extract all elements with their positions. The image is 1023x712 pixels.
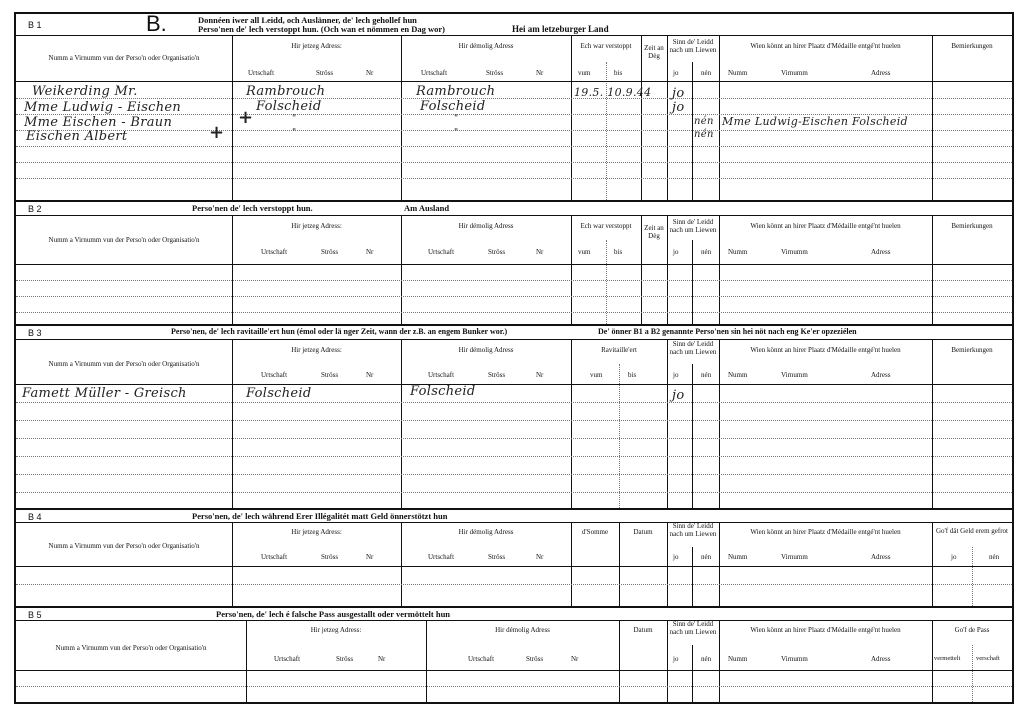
sub-yes: jo (673, 553, 679, 561)
section-b2-header (16, 202, 1012, 216)
section-title-right: Am Ausland (404, 203, 450, 213)
hw-former-1: Rambrouch (416, 84, 496, 99)
deceased-cross: + (209, 122, 225, 143)
section-title: Perso'nen, de' lech é falsche Pass ausgestallt oder vermöttelt hun (216, 609, 451, 619)
sub-no: nén (701, 655, 712, 663)
col-alive: Sinn de' Leidd nach um Liewen (669, 218, 717, 234)
sub-from: vum (578, 248, 591, 256)
section-title: Perso'nen de' lech verstoppt hun. (192, 203, 313, 213)
section-title: Perso'nen, de' lech während Erer Illégalitét matt Geld önnerstötzt hun (192, 511, 448, 521)
sub-name: Numm (728, 69, 748, 77)
col-alive: Sinn de' Leidd nach um Liewen (669, 522, 717, 538)
sub-address: Adress (871, 69, 891, 77)
sub-no: nén (701, 248, 712, 256)
hw-former-1: Folscheid (410, 384, 476, 399)
sub-town: Urtschaft (428, 371, 455, 379)
col-hidden: Ech war verstoppt (580, 42, 632, 50)
sub-street: Ströss (321, 371, 339, 379)
col-former-address: Hir démolig Adress (458, 222, 514, 230)
sub-first: Virnumm (781, 655, 808, 663)
section-id: B 4 (28, 512, 42, 522)
sub-to: bis (614, 69, 623, 77)
hw-alive-no-2: nén (694, 129, 714, 140)
col-time: Zeit an Dèg (644, 224, 664, 240)
sub-nr: Nr (378, 655, 386, 663)
section-b4-header (16, 510, 1012, 523)
sub-street: Ströss (321, 553, 339, 561)
sub-nr: Nr (366, 69, 374, 77)
col-person: Numm a Virnumm vun der Perso'n oder Organisatio'n (55, 644, 207, 652)
col-alive: Sinn de' Leidd nach um Liewen (669, 620, 717, 636)
col-former-address: Hir démolig Adress (458, 528, 514, 536)
section-b2 (14, 202, 1014, 326)
sub-mediated: verschaft (976, 655, 1000, 662)
col-former-address: Hir démolig Adress (458, 346, 514, 354)
sub-street: Ströss (488, 248, 506, 256)
hw-person-4: Eischen Albert (26, 129, 128, 144)
hw-person-3: Mme Eischen - Braun (24, 115, 173, 130)
sub-from: vum (590, 371, 603, 379)
sub-town: Urtschaft (428, 248, 455, 256)
col-remarks: Bemierkungen (951, 42, 993, 50)
col-person: Numm a Virnumm vun der Perso'n oder Organisatio'n (48, 236, 200, 244)
col-current-address: Hir jetzeg Adress: (291, 528, 342, 536)
section-b5 (14, 608, 1014, 704)
col-current-address: Hir jetzeg Adress: (291, 222, 342, 230)
sub-nr: Nr (536, 553, 544, 561)
sub-street: Ströss (321, 248, 339, 256)
sub-no: nén (701, 553, 712, 561)
section-b5-header (16, 608, 1012, 621)
section-id: B 5 (28, 610, 42, 620)
sub-name: Numm (728, 248, 748, 256)
col-alive: Sinn de' Leidd nach um Liewen (669, 38, 717, 54)
col-hidden: Ech war verstoppt (580, 222, 632, 230)
hw-person-1: Weikerding Mr. (32, 84, 138, 99)
hw-former-2: Folscheid (420, 99, 486, 114)
col-person: Numm a Virnumm vun der Perso'n oder Organisatio'n (48, 54, 200, 62)
col-date: Datum (633, 626, 653, 634)
sub-town: Urtschaft (261, 371, 288, 379)
sub-name: Numm (728, 371, 748, 379)
hw-alive-no-1: nén (694, 116, 714, 127)
col-former-address: Hir démolig Adress (458, 42, 514, 50)
sub-nr: Nr (571, 655, 579, 663)
col-date: Datum (633, 528, 653, 536)
sub-address: Adress (871, 655, 891, 663)
sub-street: Ströss (486, 69, 504, 77)
sub-first: Virnumm (781, 69, 808, 77)
sub-address: Adress (871, 371, 891, 379)
section-id: B 1 (28, 20, 42, 30)
hw-former-4: " (454, 128, 459, 138)
section-title-right: De' önner B1 a B2 genannte Perso'nen sin hei nöt nach eng Ke'er opzeziélen (598, 327, 857, 336)
sub-street: Ströss (316, 69, 334, 77)
sub-yes: jo (673, 248, 679, 256)
col-current-address: Hir jetzeg Adress: (291, 42, 342, 50)
section-letter: B. (146, 11, 167, 36)
sub-nr: Nr (536, 248, 544, 256)
col-medal: Wien könnt an hirer Plaatz d'Médaille entgé'nt huelen (750, 626, 901, 634)
sub-to: bis (628, 371, 637, 379)
col-medal: Wien könnt an hirer Plaatz d'Médaille entgé'nt huelen (750, 346, 901, 354)
section-id: B 3 (28, 328, 42, 338)
col-time: Zeit an Dèg (644, 44, 664, 60)
sub-address: Adress (871, 553, 891, 561)
section-b1-header (16, 11, 1012, 36)
sub-first: Virnumm (781, 248, 808, 256)
hw-alive-yes-1: jo (672, 388, 685, 403)
sub-yes: jo (673, 655, 679, 663)
sub-address: Adress (871, 248, 891, 256)
sub-nr: Nr (536, 69, 544, 77)
sub-town: Urtschaft (261, 248, 288, 256)
sub-town: Urtschaft (421, 69, 448, 77)
section-b3 (14, 326, 1014, 510)
hw-person-2: Mme Ludwig - Eischen (24, 100, 182, 115)
col-former-address: Hir démolig Adress (495, 626, 550, 634)
hw-current-1: Rambrouch (246, 84, 326, 99)
sub-name: Numm (728, 553, 748, 561)
hw-person-1: Famett Müller - Greisch (22, 386, 187, 401)
col-pass: Go'f de Pass (954, 626, 990, 634)
section-title-line1: Donnéen iwer all Leidd, och Auslänner, de' lech gehollef hun (198, 15, 417, 25)
sub-yes: jo (951, 553, 957, 561)
sub-nr: Nr (366, 371, 374, 379)
sub-street: Ströss (526, 655, 544, 663)
col-repaid: Go'f dät Geld erem gefrot (935, 527, 1008, 535)
sub-no: nén (701, 371, 712, 379)
col-sum: d'Somme (581, 528, 609, 536)
hw-alive-yes-1: jo (672, 86, 685, 101)
col-medal: Wien könnt an hirer Plaatz d'Médaille entgé'nt huelen (750, 222, 901, 230)
sub-first: Virnumm (781, 553, 808, 561)
sub-no: nén (989, 553, 1000, 561)
section-b1 (14, 12, 1014, 202)
sub-yes: jo (673, 69, 679, 77)
sub-street: Ströss (336, 655, 354, 663)
sub-town: Urtschaft (468, 655, 495, 663)
sub-no: nén (701, 69, 712, 77)
col-person: Numm a Virnumm vun der Perso'n oder Organisatio'n (48, 542, 200, 550)
hw-current-2: Folscheid (256, 99, 322, 114)
sub-town: Urtschaft (274, 655, 301, 663)
col-person: Numm a Virnumm vun der Perso'n oder Organisatio'n (48, 360, 200, 368)
sub-town: Urtschaft (261, 553, 288, 561)
section-b4 (14, 510, 1014, 608)
registration-form-page (14, 12, 1014, 706)
col-ravitailleert: Ravitaille'ert (601, 346, 637, 354)
col-current-address: Hir jetzeg Adress: (310, 626, 362, 634)
sub-first: Virnumm (781, 371, 808, 379)
sub-nr: Nr (366, 553, 374, 561)
sub-nr: Nr (536, 371, 544, 379)
sub-town: Urtschaft (248, 69, 275, 77)
section-id: B 2 (28, 204, 42, 214)
hw-current-1: Folscheid (246, 386, 312, 401)
sub-from: vum (578, 69, 591, 77)
deceased-cross: + (238, 107, 254, 128)
sub-name: Numm (728, 655, 748, 663)
sub-issued: vermettelt (934, 655, 961, 662)
col-alive: Sinn de' Leidd nach um Liewen (669, 340, 717, 356)
sub-street: Ströss (488, 553, 506, 561)
section-b3-header (16, 326, 1012, 340)
hw-medal: Mme Ludwig-Eischen Folscheid (722, 115, 908, 128)
col-remarks: Bemierkungen (951, 222, 993, 230)
sub-nr: Nr (366, 248, 374, 256)
col-medal: Wien könnt an hirer Plaatz d'Médaille entgé'nt huelen (750, 42, 901, 50)
section-title-line2: Perso'nen de' lech verstoppt hun. (Och wan et nömmen en Dag wor) (198, 24, 445, 34)
sub-street: Ströss (488, 371, 506, 379)
col-medal: Wien könnt an hirer Plaatz d'Médaille entgé'nt huelen (750, 528, 901, 536)
section-title: Perso'nen, de' lech ravitaille'ert hun (émol oder lä nger Zeit, wann der z.B. an engem Bunker wor.) (171, 327, 508, 336)
col-remarks: Bemierkungen (951, 346, 993, 354)
col-current-address: Hir jetzeg Adress: (291, 346, 342, 354)
sub-to: bis (614, 248, 623, 256)
hw-alive-yes-2: jo (672, 100, 685, 115)
hw-former-3: " (454, 114, 459, 124)
hw-current-4: " (292, 128, 297, 138)
section-title-right: Hei am letzeburger Land (512, 24, 609, 34)
hw-dates: 19.5. 10.9.44 (574, 86, 652, 99)
hw-current-3: " (292, 114, 297, 124)
sub-town: Urtschaft (428, 553, 455, 561)
sub-yes: jo (673, 371, 679, 379)
